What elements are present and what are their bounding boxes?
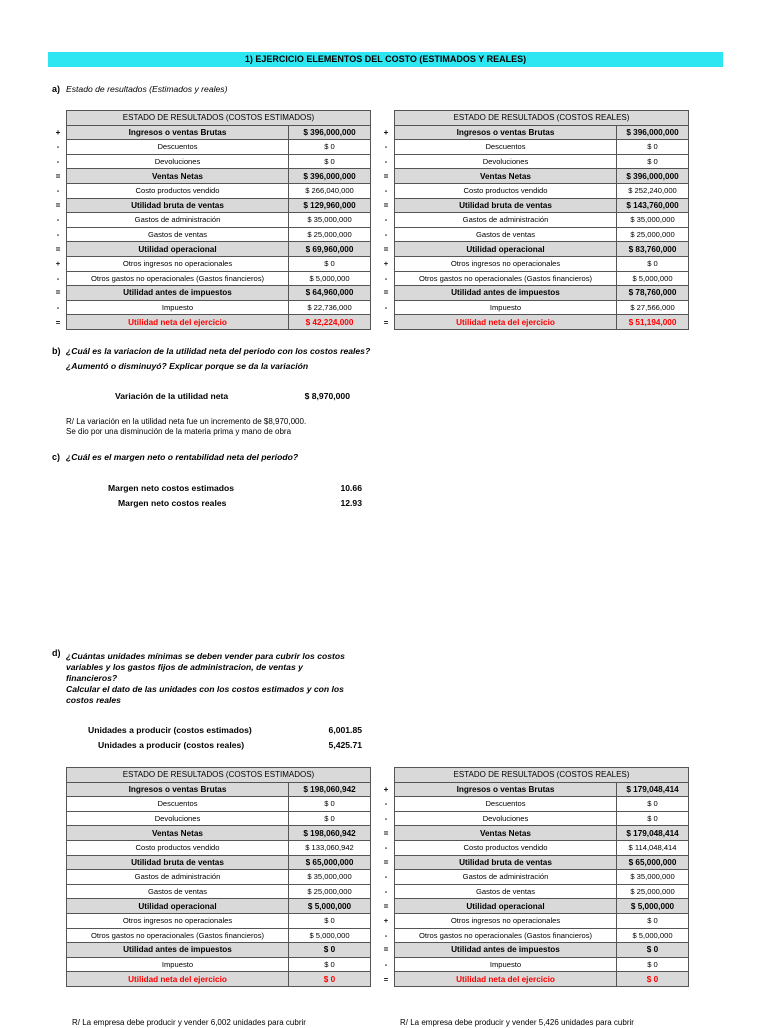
row-value: $ 396,000,000 [617, 125, 689, 140]
row-value: $ 5,000,000 [617, 899, 689, 914]
row-sign: = [383, 288, 389, 298]
row-sign [50, 943, 67, 958]
row-label: Otros ingresos no operacionales [395, 256, 617, 271]
row-value: $ 143,760,000 [617, 198, 689, 213]
table-row [50, 797, 371, 812]
table-row [50, 125, 371, 140]
row-value: $ 83,760,000 [617, 242, 689, 257]
row-label: Ventas Netas [67, 169, 289, 184]
section-a-letter: a) [52, 84, 61, 94]
row-label: Gastos de administración [395, 870, 617, 885]
row-value: $ 133,060,942 [289, 840, 371, 855]
table-row [50, 140, 371, 155]
row-label: Ingresos o ventas Brutas [395, 782, 617, 797]
row-value: $ 5,000,000 [289, 928, 371, 943]
row-value: $ 129,960,000 [289, 198, 371, 213]
row-label: Utilidad neta del ejercicio [67, 315, 289, 330]
table-row [378, 972, 689, 987]
units-estimated-value: 6,001.85 [328, 725, 362, 735]
row-sign: = [383, 171, 389, 181]
row-label: Otros gastos no operacionales (Gastos financieros) [395, 271, 617, 286]
table-row [378, 913, 689, 928]
row-value: $ 35,000,000 [289, 213, 371, 228]
row-sign [50, 884, 67, 899]
row-value: $ 0 [617, 797, 689, 812]
table-row [50, 928, 371, 943]
table-header: ESTADO DE RESULTADOS (COSTOS ESTIMADOS) [67, 111, 371, 126]
row-label: Ingresos o ventas Brutas [67, 125, 289, 140]
row-value: $ 78,760,000 [617, 286, 689, 301]
row-value: $ 69,960,000 [289, 242, 371, 257]
row-sign: - [384, 273, 388, 283]
margin-real-value: 12.93 [340, 498, 362, 508]
row-label: Gastos de administración [395, 213, 617, 228]
row-value: $ 5,000,000 [617, 928, 689, 943]
row-label: Utilidad operacional [395, 242, 617, 257]
row-sign: = [55, 317, 61, 327]
row-value: $ 0 [617, 943, 689, 958]
row-sign [50, 797, 67, 812]
row-sign [50, 782, 67, 797]
margin-estimated-label: Margen neto costos estimados [108, 483, 235, 493]
row-label: Impuesto [67, 957, 289, 972]
section-d-question-3: financieros? [66, 673, 118, 683]
margin-estimated-value: 10.66 [340, 483, 362, 493]
row-label: Utilidad neta del ejercicio [67, 972, 289, 987]
row-sign: - [56, 273, 60, 283]
table-row [378, 125, 689, 140]
row-value: $ 0 [289, 972, 371, 987]
table-row [378, 271, 689, 286]
row-label: Costo productos vendido [395, 840, 617, 855]
table-row [378, 811, 689, 826]
row-sign: = [383, 317, 389, 327]
row-sign: - [384, 930, 388, 940]
row-label: Gastos de ventas [67, 884, 289, 899]
table-reales-1 [378, 110, 689, 330]
row-value: $ 252,240,000 [617, 183, 689, 198]
row-label: Gastos de administración [67, 213, 289, 228]
row-sign: - [384, 887, 388, 897]
row-label: Otros ingresos no operacionales [395, 913, 617, 928]
section-a-text: Estado de resultados (Estimados y reales) [66, 84, 228, 94]
section-d-question-2: variables y los gastos fijos de administracion, de ventas y [66, 662, 303, 672]
row-label: Devoluciones [395, 811, 617, 826]
table-estimados-1 [50, 110, 371, 330]
row-label: Utilidad operacional [67, 899, 289, 914]
row-label: Utilidad antes de impuestos [67, 286, 289, 301]
row-sign: - [384, 230, 388, 240]
row-sign [50, 957, 67, 972]
row-value: $ 198,060,942 [289, 826, 371, 841]
row-sign [50, 870, 67, 885]
table-row [50, 782, 371, 797]
table-row [50, 183, 371, 198]
row-sign: - [384, 843, 388, 853]
row-sign: - [384, 799, 388, 809]
row-value: $ 5,000,000 [289, 899, 371, 914]
table-estimados-2 [50, 767, 371, 987]
row-value: $ 0 [617, 256, 689, 271]
row-label: Utilidad antes de impuestos [395, 943, 617, 958]
table-row [50, 943, 371, 958]
row-label: Devoluciones [67, 811, 289, 826]
row-value: $ 396,000,000 [289, 125, 371, 140]
table-header-row [378, 768, 689, 783]
table-row [378, 943, 689, 958]
row-label: Ventas Netas [67, 826, 289, 841]
section-d-question-4: Calcular el dato de las unidades con los costos estimados y con los [66, 684, 344, 694]
row-value: $ 0 [617, 972, 689, 987]
table-row [378, 213, 689, 228]
row-sign [50, 811, 67, 826]
row-value: $ 0 [617, 140, 689, 155]
row-label: Ventas Netas [395, 826, 617, 841]
row-sign: - [56, 157, 60, 167]
row-value: $ 0 [289, 913, 371, 928]
table-row [378, 169, 689, 184]
row-label: Otros ingresos no operacionales [67, 256, 289, 271]
row-sign: - [384, 215, 388, 225]
row-value: $ 179,048,414 [617, 826, 689, 841]
row-sign: = [55, 288, 61, 298]
row-sign: - [56, 230, 60, 240]
table-row [50, 154, 371, 169]
sign-cell [378, 768, 395, 783]
row-label: Gastos de administración [67, 870, 289, 885]
row-sign: = [383, 828, 389, 838]
row-sign: = [55, 244, 61, 254]
sign-cell [50, 111, 67, 126]
units-estimated-label: Unidades a producir (costos estimados) [88, 725, 252, 735]
row-value: $ 64,960,000 [289, 286, 371, 301]
section-b-answer-1: R/ La variación en la utilidad neta fue un incremento de $8,970,000. [66, 417, 307, 426]
table-row [50, 870, 371, 885]
row-sign: - [56, 186, 60, 196]
units-real-label: Unidades a producir (costos reales) [98, 740, 245, 750]
row-label: Otros ingresos no operacionales [67, 913, 289, 928]
row-value: $ 114,048,414 [617, 840, 689, 855]
row-label: Utilidad bruta de ventas [395, 855, 617, 870]
table-reales-2 [378, 767, 689, 987]
row-value: $ 0 [289, 256, 371, 271]
table-header-row [378, 111, 689, 126]
row-sign: + [383, 784, 389, 794]
row-label: Costo productos vendido [67, 840, 289, 855]
table-row [378, 286, 689, 301]
table-header: ESTADO DE RESULTADOS (COSTOS REALES) [395, 111, 689, 126]
row-value: $ 0 [289, 957, 371, 972]
row-value: $ 266,040,000 [289, 183, 371, 198]
table-row [50, 227, 371, 242]
row-sign: - [384, 157, 388, 167]
margin-real-label: Margen neto costos reales [118, 498, 227, 508]
table-row [50, 242, 371, 257]
table-row [50, 256, 371, 271]
sign-cell [378, 111, 395, 126]
row-value: $ 25,000,000 [617, 884, 689, 899]
row-sign: - [384, 960, 388, 970]
row-value: $ 22,736,000 [289, 300, 371, 315]
row-value: $ 25,000,000 [289, 884, 371, 899]
row-value: $ 0 [617, 154, 689, 169]
table-row [50, 913, 371, 928]
row-label: Devoluciones [395, 154, 617, 169]
row-sign: - [56, 303, 60, 313]
row-label: Utilidad neta del ejercicio [395, 972, 617, 987]
sign-cell [50, 768, 67, 783]
table-row [378, 315, 689, 330]
row-label: Otros gastos no operacionales (Gastos financieros) [395, 928, 617, 943]
row-sign [50, 928, 67, 943]
row-sign [50, 899, 67, 914]
table-row [50, 957, 371, 972]
row-value: $ 27,566,000 [617, 300, 689, 315]
row-value: $ 0 [617, 811, 689, 826]
row-label: Costo productos vendido [395, 183, 617, 198]
row-sign: = [55, 171, 61, 181]
table-row [378, 928, 689, 943]
table-row [378, 256, 689, 271]
row-value: $ 0 [289, 811, 371, 826]
table-header: ESTADO DE RESULTADOS (COSTOS REALES) [395, 768, 689, 783]
row-label: Gastos de ventas [395, 227, 617, 242]
section-b-question-2: ¿Aumentó o disminuyó? Explicar porque se da la variación [66, 361, 309, 371]
section-d-letter: d) [52, 648, 61, 658]
row-sign: - [384, 872, 388, 882]
row-sign [50, 840, 67, 855]
row-label: Descuentos [67, 140, 289, 155]
row-label: Utilidad operacional [67, 242, 289, 257]
row-value: $ 396,000,000 [617, 169, 689, 184]
row-sign: - [384, 186, 388, 196]
row-sign: + [383, 916, 389, 926]
row-value: $ 51,194,000 [617, 315, 689, 330]
row-value: $ 5,000,000 [617, 271, 689, 286]
row-value: $ 35,000,000 [617, 213, 689, 228]
row-value: $ 198,060,942 [289, 782, 371, 797]
row-label: Utilidad bruta de ventas [67, 855, 289, 870]
row-value: $ 0 [617, 913, 689, 928]
section-d-question-5: costos reales [66, 695, 121, 705]
table-row [50, 169, 371, 184]
table-row [378, 855, 689, 870]
row-sign: - [56, 215, 60, 225]
row-value: $ 25,000,000 [289, 227, 371, 242]
row-value: $ 179,048,414 [617, 782, 689, 797]
table-row [378, 797, 689, 812]
section-c-letter: c) [52, 452, 61, 462]
table-row [50, 300, 371, 315]
row-sign [50, 972, 67, 987]
row-sign: = [383, 945, 389, 955]
row-label: Gastos de ventas [67, 227, 289, 242]
row-label: Utilidad neta del ejercicio [395, 315, 617, 330]
row-sign: - [384, 303, 388, 313]
row-label: Gastos de ventas [395, 884, 617, 899]
table-header-row [50, 111, 371, 126]
row-sign: + [383, 259, 389, 269]
row-label: Utilidad bruta de ventas [67, 198, 289, 213]
row-sign: = [383, 857, 389, 867]
row-sign: = [383, 244, 389, 254]
row-sign: = [383, 974, 389, 984]
row-value: $ 0 [289, 943, 371, 958]
table-row [378, 300, 689, 315]
footer-note-right: R/ La empresa debe producir y vender 5,426 unidades para cubrir [400, 1018, 634, 1027]
table-row [50, 811, 371, 826]
row-label: Costo productos vendido [67, 183, 289, 198]
row-value: $ 5,000,000 [289, 271, 371, 286]
row-value: $ 65,000,000 [617, 855, 689, 870]
table-row [378, 183, 689, 198]
table-row [378, 782, 689, 797]
table-row [50, 884, 371, 899]
table-row [378, 198, 689, 213]
table-row [378, 870, 689, 885]
row-label: Ingresos o ventas Brutas [395, 125, 617, 140]
units-real-value: 5,425.71 [328, 740, 362, 750]
row-label: Otros gastos no operacionales (Gastos financieros) [67, 928, 289, 943]
table-row [50, 213, 371, 228]
row-value: $ 0 [289, 154, 371, 169]
table-row [378, 242, 689, 257]
table-row [378, 154, 689, 169]
row-label: Utilidad antes de impuestos [395, 286, 617, 301]
table-row [378, 826, 689, 841]
row-sign: + [55, 127, 61, 137]
row-value: $ 0 [289, 140, 371, 155]
row-label: Descuentos [395, 797, 617, 812]
table-row [378, 840, 689, 855]
section-c-question: ¿Cuál es el margen neto o rentabilidad neta del período? [66, 452, 299, 462]
exercise-title: 1) EJERCICIO ELEMENTOS DEL COSTO (ESTIMADOS Y REALES) [48, 52, 723, 67]
row-sign: - [384, 142, 388, 152]
table-row [378, 227, 689, 242]
row-sign: - [384, 814, 388, 824]
row-sign [50, 913, 67, 928]
table-row [50, 315, 371, 330]
table-row [50, 855, 371, 870]
row-label: Impuesto [395, 957, 617, 972]
row-sign: - [56, 142, 60, 152]
row-sign: + [55, 259, 61, 269]
row-value: $ 35,000,000 [289, 870, 371, 885]
section-b-letter: b) [52, 346, 61, 356]
table-row [50, 840, 371, 855]
table-row [50, 271, 371, 286]
variation-label: Variación de la utilidad neta [115, 391, 229, 401]
row-label: Descuentos [395, 140, 617, 155]
section-b-answer-2: Se dio por una disminución de la materia prima y mano de obra [66, 427, 292, 436]
row-label: Descuentos [67, 797, 289, 812]
variation-value: $ 8,970,000 [304, 391, 350, 401]
row-label: Impuesto [395, 300, 617, 315]
row-sign: = [383, 901, 389, 911]
row-label: Utilidad bruta de ventas [395, 198, 617, 213]
row-label: Otros gastos no operacionales (Gastos financieros) [67, 271, 289, 286]
row-value: $ 0 [289, 797, 371, 812]
row-value: $ 396,000,000 [289, 169, 371, 184]
row-value: $ 35,000,000 [617, 870, 689, 885]
row-sign: = [55, 200, 61, 210]
section-d-question-1: ¿Cuántas unidades mínimas se deben vender para cubrir los costos [66, 651, 345, 661]
row-sign [50, 855, 67, 870]
row-sign: + [383, 127, 389, 137]
row-label: Impuesto [67, 300, 289, 315]
row-label: Ingresos o ventas Brutas [67, 782, 289, 797]
row-label: Devoluciones [67, 154, 289, 169]
table-row [378, 884, 689, 899]
row-label: Utilidad operacional [395, 899, 617, 914]
table-row [50, 826, 371, 841]
row-label: Ventas Netas [395, 169, 617, 184]
row-value: $ 0 [617, 957, 689, 972]
row-value: $ 42,224,000 [289, 315, 371, 330]
row-sign: = [383, 200, 389, 210]
row-label: Utilidad antes de impuestos [67, 943, 289, 958]
table-row [378, 957, 689, 972]
table-row [50, 286, 371, 301]
table-header: ESTADO DE RESULTADOS (COSTOS ESTIMADOS) [67, 768, 371, 783]
table-row [50, 198, 371, 213]
row-sign [50, 826, 67, 841]
table-row [378, 140, 689, 155]
table-row [50, 899, 371, 914]
table-row [378, 899, 689, 914]
row-value: $ 25,000,000 [617, 227, 689, 242]
table-row [50, 972, 371, 987]
row-value: $ 65,000,000 [289, 855, 371, 870]
footer-note-left: R/ La empresa debe producir y vender 6,002 unidades para cubrir [72, 1018, 306, 1027]
section-b-question-1: ¿Cuál es la variacion de la utilidad neta del periodo con los costos reales? [66, 346, 371, 356]
table-header-row [50, 768, 371, 783]
